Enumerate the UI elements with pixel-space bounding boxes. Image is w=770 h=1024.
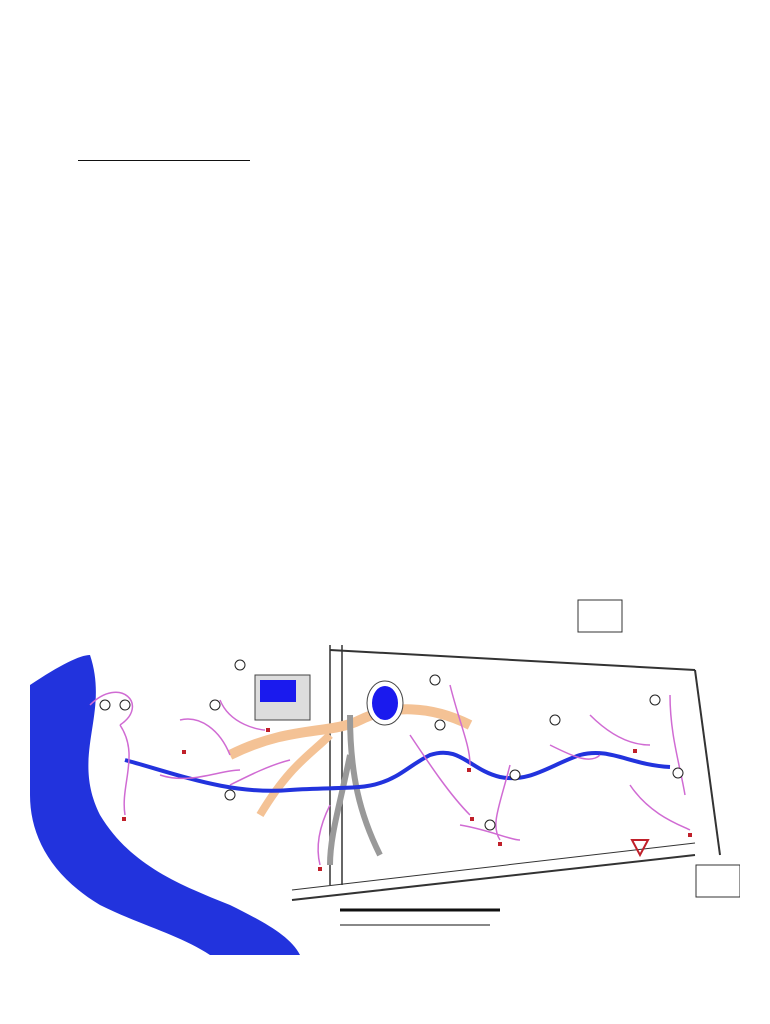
scorecard	[0, 0, 770, 480]
course-map	[30, 555, 740, 955]
